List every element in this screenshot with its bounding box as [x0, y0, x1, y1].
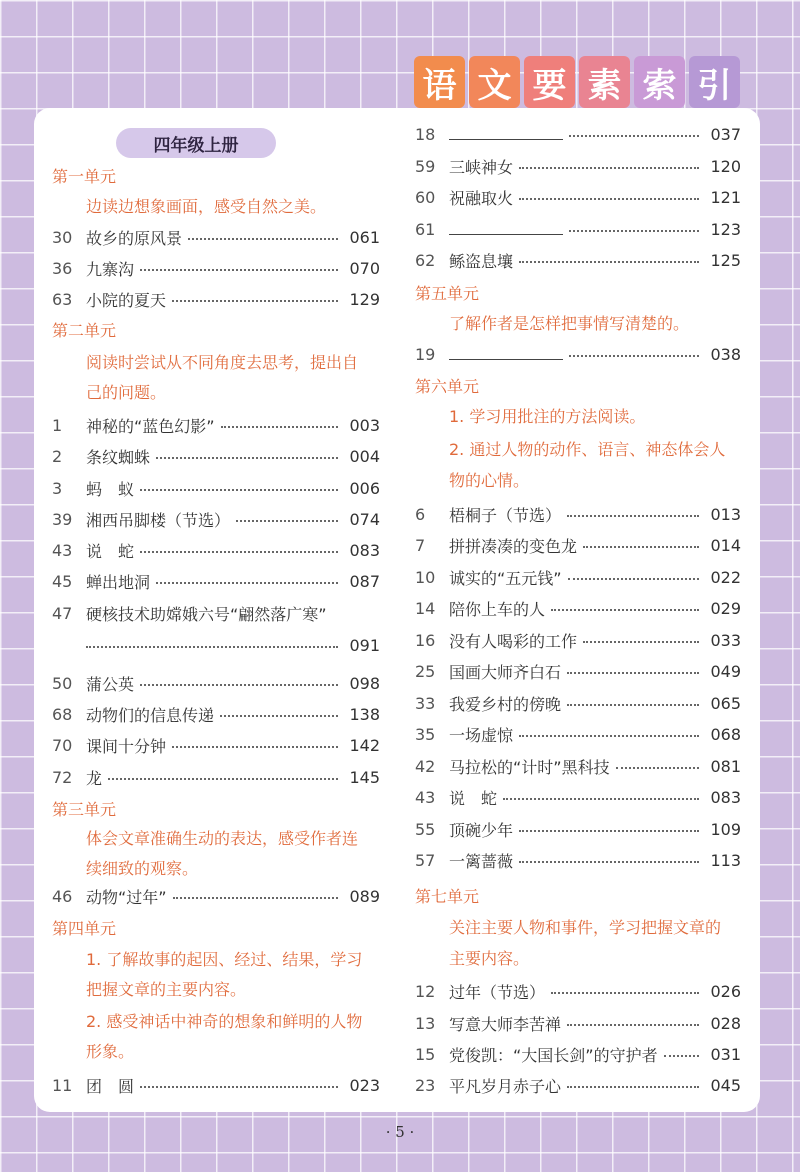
- entry-page: 003: [349, 415, 380, 435]
- entry-title: 三峡神女: [449, 157, 514, 177]
- unit-goal: 关注主要人物和事件，学习把握文章的: [449, 918, 722, 937]
- entry-number: 25: [415, 661, 436, 681]
- entry-row[interactable]: [415, 625, 741, 655]
- entry-row[interactable]: [52, 699, 380, 729]
- dot-leader: [567, 1086, 699, 1088]
- entry-row[interactable]: [415, 845, 741, 875]
- entry-number: 13: [415, 1013, 436, 1033]
- entry-row[interactable]: [415, 1039, 741, 1069]
- unit-goal: 形象。: [86, 1042, 135, 1061]
- unit-heading: 第一单元: [52, 166, 117, 186]
- entry-number: 30: [52, 227, 73, 247]
- unit-goal: 把握文章的主要内容。: [86, 980, 247, 999]
- entry-row[interactable]: [52, 1070, 380, 1100]
- entry-number: 63: [52, 289, 73, 309]
- entry-page: 038: [710, 344, 741, 364]
- entry-page: 145: [349, 767, 380, 787]
- entry-page: 065: [710, 693, 741, 713]
- entry-title: 国画大师齐白石: [449, 662, 562, 682]
- dot-leader: [140, 269, 338, 271]
- unit-goal: 边读边想象画面，感受自然之美。: [86, 197, 327, 216]
- entry-row[interactable]: [52, 566, 380, 596]
- unit-goal: 己的问题。: [86, 383, 167, 402]
- entry-number: 3: [52, 478, 63, 498]
- dot-leader: [519, 167, 699, 169]
- entry-title: 一场虚惊: [449, 725, 514, 745]
- entry-title: 条纹蜘蛛: [86, 447, 151, 467]
- entry-page: 083: [349, 540, 380, 560]
- entry-page: 087: [349, 571, 380, 591]
- answer-blank[interactable]: [449, 234, 563, 235]
- entry-row[interactable]: [415, 656, 741, 686]
- dot-leader: [567, 704, 699, 706]
- dot-leader: [86, 646, 338, 648]
- entry-number: 43: [415, 787, 436, 807]
- entry-number: 35: [415, 724, 436, 744]
- dot-leader: [519, 830, 699, 832]
- dot-leader: [616, 767, 699, 769]
- dot-leader: [140, 551, 338, 553]
- unit-goal: 2. 通过人物的动作、语言、神态体会人: [449, 440, 726, 459]
- entry-page: 125: [710, 250, 741, 270]
- entry-continuation[interactable]: [52, 630, 380, 660]
- entry-row[interactable]: [52, 762, 380, 792]
- entry-row[interactable]: [415, 214, 741, 244]
- entry-page: 029: [710, 598, 741, 618]
- entry-number: 46: [52, 886, 73, 906]
- entry-row[interactable]: [52, 473, 380, 503]
- entry-number: 47: [52, 603, 73, 623]
- unit-heading: 第四单元: [52, 918, 117, 938]
- unit-goal: 了解作者是怎样把事情写清楚的。: [449, 314, 690, 333]
- dot-leader: [567, 1024, 699, 1026]
- entry-number: 14: [415, 598, 436, 618]
- entry-title: 祝融取火: [449, 188, 514, 208]
- entry-number: 70: [52, 735, 73, 755]
- entry-number: 57: [415, 850, 436, 870]
- dot-leader: [236, 520, 338, 522]
- entry-row[interactable]: [415, 976, 741, 1006]
- entry-title: 龙: [86, 768, 103, 788]
- entry-number: 10: [415, 567, 436, 587]
- entry-row[interactable]: [52, 598, 380, 628]
- entry-title: 拼拼凑凑的变色龙: [449, 536, 578, 556]
- entry-row[interactable]: [415, 245, 741, 275]
- entry-number: 68: [52, 704, 73, 724]
- dot-leader: [172, 746, 338, 748]
- unit-goal: 1. 了解故事的起因、经过、结果，学习: [86, 950, 363, 969]
- entry-page: 129: [349, 289, 380, 309]
- entry-title: 梧桐子（节选）: [449, 505, 562, 525]
- unit-heading: 第六单元: [415, 376, 480, 396]
- dot-leader: [583, 546, 699, 548]
- entry-page: 014: [710, 535, 741, 555]
- index-card: [34, 108, 760, 1112]
- entry-page: 023: [349, 1075, 380, 1095]
- dot-leader: [221, 426, 338, 428]
- unit-goal: 体会文章准确生动的表达，感受作者连: [86, 829, 359, 848]
- unit-goal: 2. 感受神话中神奇的想象和鲜明的人物: [86, 1012, 363, 1031]
- dot-leader: [567, 672, 699, 674]
- entry-title: 鲧盗息壤: [449, 251, 514, 271]
- entry-row[interactable]: [415, 782, 741, 812]
- entry-page: 089: [349, 886, 380, 906]
- entry-page: 098: [349, 673, 380, 693]
- entry-number: 16: [415, 630, 436, 650]
- entry-row[interactable]: [415, 339, 741, 369]
- entry-number: 50: [52, 673, 73, 693]
- entry-number: 11: [52, 1075, 73, 1095]
- entry-number: 42: [415, 756, 436, 776]
- entry-page: 121: [710, 187, 741, 207]
- entry-row[interactable]: [52, 441, 380, 471]
- unit-heading: 第三单元: [52, 799, 117, 819]
- entry-number: 2: [52, 446, 63, 466]
- entry-title: 动物们的信息传递: [86, 705, 215, 725]
- entry-title: 硬核技术助嫦娥六号“翩然落广寒”: [86, 604, 327, 624]
- unit-heading: 第五单元: [415, 283, 480, 303]
- entry-row[interactable]: [415, 119, 741, 149]
- entry-title: 蚂 蚁: [86, 479, 135, 499]
- title-char-1: 语: [414, 56, 465, 108]
- entry-page: 138: [349, 704, 380, 724]
- dot-leader: [140, 684, 338, 686]
- entry-title: 写意大师李苦禅: [449, 1014, 562, 1034]
- dot-leader: [569, 355, 699, 357]
- entry-page: 070: [349, 258, 380, 278]
- unit-goal: 1. 学习用批注的方法阅读。: [449, 407, 646, 426]
- entry-title: 神秘的“蓝色幻影”: [86, 416, 215, 436]
- entry-title: 动物“过年”: [86, 887, 167, 907]
- dot-leader: [551, 609, 699, 611]
- dot-leader: [567, 515, 699, 517]
- entry-title: 顶碗少年: [449, 820, 514, 840]
- entry-page: 028: [710, 1013, 741, 1033]
- entry-page: 081: [710, 756, 741, 776]
- entry-number: 45: [52, 571, 73, 591]
- entry-title: 一篱蔷薇: [449, 851, 514, 871]
- unit-goal: 主要内容。: [449, 949, 530, 968]
- entry-row[interactable]: [415, 1070, 741, 1100]
- entry-row[interactable]: [415, 719, 741, 749]
- entry-title: 团 圆: [86, 1076, 135, 1096]
- unit-heading: 第七单元: [415, 886, 480, 906]
- dot-leader: [568, 578, 699, 580]
- dot-leader: [664, 1055, 699, 1057]
- entry-title: 马拉松的“计时”黑科技: [449, 757, 610, 777]
- dot-leader: [569, 135, 699, 137]
- entry-row[interactable]: [415, 593, 741, 623]
- title-char-2: 文: [469, 56, 520, 108]
- entry-page: 037: [710, 124, 741, 144]
- entry-number: 12: [415, 981, 436, 1001]
- entry-number: 33: [415, 693, 436, 713]
- entry-page: 013: [710, 504, 741, 524]
- title-char-5: 索: [634, 56, 685, 108]
- dot-leader: [519, 198, 699, 200]
- dot-leader: [569, 230, 699, 232]
- dot-leader: [220, 715, 338, 717]
- entry-number: 39: [52, 509, 73, 529]
- entry-page: 109: [710, 819, 741, 839]
- dot-leader: [519, 261, 699, 263]
- entry-page: 049: [710, 661, 741, 681]
- entry-page: 006: [349, 478, 380, 498]
- entry-row[interactable]: [415, 499, 741, 529]
- entry-number: 61: [415, 219, 436, 239]
- entry-title: 九寨沟: [86, 259, 135, 279]
- entry-title: 诚实的“五元钱”: [449, 568, 562, 588]
- entry-row[interactable]: [52, 253, 380, 283]
- dot-leader: [108, 778, 338, 780]
- entry-title: 平凡岁月赤子心: [449, 1076, 562, 1096]
- title-char-3: 要: [524, 56, 575, 108]
- entry-title: 说 蛇: [449, 788, 498, 808]
- entry-number: 55: [415, 819, 436, 839]
- entry-title: 蒲公英: [86, 674, 135, 694]
- entry-page: 142: [349, 735, 380, 755]
- entry-number: 36: [52, 258, 73, 278]
- dot-leader: [156, 582, 338, 584]
- entry-number: 6: [415, 504, 426, 524]
- index-title: [414, 56, 744, 108]
- entry-title: 湘西吊脚楼（节选）: [86, 510, 231, 530]
- entry-number: 60: [415, 187, 436, 207]
- entry-row[interactable]: [52, 535, 380, 565]
- entry-row[interactable]: [415, 562, 741, 592]
- entry-title: 陪你上车的人: [449, 599, 546, 619]
- entry-number: 62: [415, 250, 436, 270]
- entry-row[interactable]: [52, 284, 380, 314]
- entry-row[interactable]: [52, 410, 380, 440]
- title-char-4: 素: [579, 56, 630, 108]
- entry-page: 026: [710, 981, 741, 1001]
- answer-blank[interactable]: [449, 359, 563, 360]
- unit-goal: 续细致的观察。: [86, 859, 199, 878]
- dot-leader: [140, 1086, 338, 1088]
- entry-row[interactable]: [415, 182, 741, 212]
- entry-number: 72: [52, 767, 73, 787]
- entry-number: 18: [415, 124, 436, 144]
- entry-page: 031: [710, 1044, 741, 1064]
- entry-page: 120: [710, 156, 741, 176]
- entry-page: 113: [710, 850, 741, 870]
- dot-leader: [519, 735, 699, 737]
- entry-row[interactable]: [415, 688, 741, 718]
- entry-row[interactable]: [52, 222, 380, 252]
- entry-number: 23: [415, 1075, 436, 1095]
- entry-page: 004: [349, 446, 380, 466]
- entry-row[interactable]: [52, 504, 380, 534]
- entry-page: 022: [710, 567, 741, 587]
- entry-title: 党俊凯：“大国长剑”的守护者: [449, 1045, 658, 1065]
- dot-leader: [519, 861, 699, 863]
- dot-leader: [172, 300, 338, 302]
- entry-page: 123: [710, 219, 741, 239]
- unit-goal: 阅读时尝试从不同角度去思考，提出自: [86, 353, 359, 372]
- title-char-6: 引: [689, 56, 740, 108]
- entry-page: 091: [349, 635, 380, 655]
- entry-number: 43: [52, 540, 73, 560]
- entry-page: 045: [710, 1075, 741, 1095]
- dot-leader: [188, 238, 338, 240]
- entry-number: 15: [415, 1044, 436, 1064]
- entry-row[interactable]: [415, 151, 741, 181]
- entry-title: 说 蛇: [86, 541, 135, 561]
- dot-leader: [156, 457, 338, 459]
- entry-row[interactable]: [52, 668, 380, 698]
- entry-title: 我爱乡村的傍晚: [449, 694, 562, 714]
- entry-page: 074: [349, 509, 380, 529]
- entry-row[interactable]: [52, 881, 380, 911]
- entry-title: 故乡的原风景: [86, 228, 183, 248]
- entry-number: 59: [415, 156, 436, 176]
- entry-title: 没有人喝彩的工作: [449, 631, 578, 651]
- entry-title: 课间十分钟: [86, 736, 167, 756]
- entry-page: 061: [349, 227, 380, 247]
- entry-row[interactable]: [415, 751, 741, 781]
- entry-row[interactable]: [415, 530, 741, 560]
- entry-row[interactable]: [52, 730, 380, 760]
- entry-row[interactable]: [415, 814, 741, 844]
- entry-page: 068: [710, 724, 741, 744]
- entry-number: 19: [415, 344, 436, 364]
- entry-row[interactable]: [415, 1008, 741, 1038]
- answer-blank[interactable]: [449, 139, 563, 140]
- entry-number: 7: [415, 535, 426, 555]
- grade-label: 四年级上册: [116, 128, 276, 158]
- entry-number: 1: [52, 415, 63, 435]
- entry-page: 033: [710, 630, 741, 650]
- entry-title: 小院的夏天: [86, 290, 167, 310]
- entry-title: 过年（节选）: [449, 982, 546, 1002]
- page-number: · 5 ·: [385, 1123, 415, 1141]
- dot-leader: [173, 897, 338, 899]
- dot-leader: [583, 641, 699, 643]
- entry-page: 083: [710, 787, 741, 807]
- unit-goal: 物的心情。: [449, 471, 530, 490]
- entry-title: 蝉出地洞: [86, 572, 151, 592]
- dot-leader: [140, 489, 338, 491]
- dot-leader: [551, 992, 699, 994]
- unit-heading: 第二单元: [52, 320, 117, 340]
- dot-leader: [503, 798, 699, 800]
